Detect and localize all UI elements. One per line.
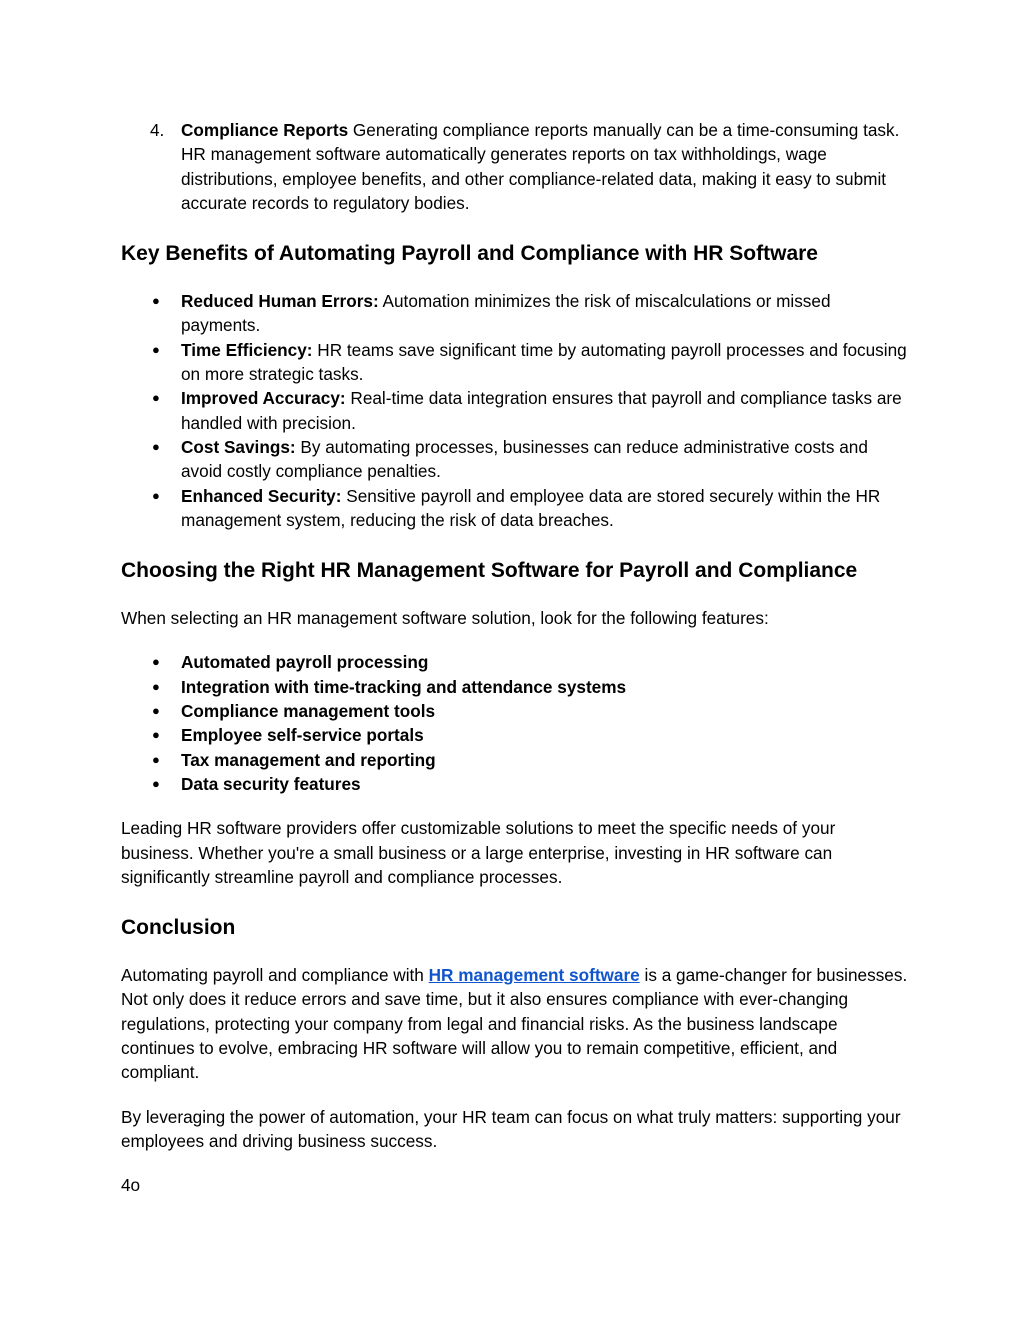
bullet-icon: ● <box>152 703 160 719</box>
item-text: Generating compliance reports manually can be a time-consuming task. HR management software automatically generates reports on tax withholdings, wage distributions, employee benefits, and other compliance-related data, making it easy to submit accurate records to regulatory bodies. <box>181 120 900 213</box>
list-item <box>121 699 911 723</box>
list-item <box>121 723 911 747</box>
conclusion-paragraph-2: By leveraging the power of automation, your HR team can focus on what truly matters: supporting your employees and driving business success. <box>121 1106 901 1151</box>
feature-label: Tax management and reporting <box>181 749 436 770</box>
list-number: 4. <box>150 120 165 140</box>
bullet-icon: ● <box>152 678 160 694</box>
conclusion-paragraph-1 <box>121 963 911 1084</box>
list-item <box>121 338 911 387</box>
benefits-list <box>121 289 911 532</box>
feature-label: Data security features <box>181 773 361 794</box>
bullet-icon: ● <box>152 390 160 406</box>
item-label: Time Efficiency: <box>181 339 313 360</box>
footer-note: 4o <box>121 1175 141 1196</box>
conclusion-text-before: Automating payroll and compliance with <box>121 965 424 986</box>
feature-label: Integration with time-tracking and attendance systems <box>181 676 627 697</box>
bullet-icon: ● <box>152 775 160 791</box>
heading-key-benefits: Key Benefits of Automating Payroll and Compliance with HR Software <box>121 242 818 266</box>
heading-conclusion: Conclusion <box>121 916 236 940</box>
conclusion-text-after: is a game-changer for businesses. Not only does it reduce errors and save time, but it also ensures compliance with ever-changing regulations, protecting your company from legal and financial risks. As the business landscape continues to evolve, embracing HR software will allow you to remain competitive, efficient, and compliant. <box>121 965 908 1083</box>
feature-label: Automated payroll processing <box>181 652 429 673</box>
features-list <box>121 650 911 796</box>
item-text: Real-time data integration ensures that payroll and compliance tasks are handled with precision. <box>181 388 902 433</box>
list-item <box>121 650 911 674</box>
list-item <box>121 675 911 699</box>
numbered-item-compliance-reports <box>121 118 911 215</box>
item-text: Automation minimizes the risk of miscalculations or missed payments. <box>181 291 831 336</box>
bullet-icon: ● <box>152 654 160 670</box>
bullet-icon: ● <box>152 293 160 309</box>
list-item <box>121 772 911 796</box>
list-item <box>121 435 911 484</box>
list-item <box>121 484 911 533</box>
item-text: HR teams save significant time by automating payroll processes and focusing on more strategic tasks. <box>181 339 907 385</box>
list-item <box>121 748 911 772</box>
list-item <box>121 386 911 435</box>
item-label: Cost Savings: <box>181 436 296 457</box>
list-item <box>121 289 911 338</box>
bullet-icon: ● <box>152 438 160 454</box>
document-page <box>121 118 911 1198</box>
item-label: Reduced Human Errors: <box>181 291 379 312</box>
bullet-icon: ● <box>152 727 160 743</box>
item-label: Enhanced Security: <box>181 485 342 506</box>
item-label: Improved Accuracy: <box>181 388 346 409</box>
item-text: Sensitive payroll and employee data are stored securely within the HR management system, reducing the risk of data breaches. <box>181 485 881 530</box>
bullet-icon: ● <box>152 751 160 767</box>
item-title: Compliance Reports <box>181 120 349 140</box>
choosing-outro: Leading HR software providers offer customizable solutions to meet the specific needs of your business. Whether you're a small business or a large enterprise, investing in HR software can significantly streamline payroll and compliance processes. <box>121 818 836 887</box>
item-text: By automating processes, businesses can reduce administrative costs and avoid costly compliance penalties. <box>181 436 868 482</box>
bullet-icon: ● <box>152 341 160 357</box>
feature-label: Compliance management tools <box>181 701 436 722</box>
hr-software-link[interactable]: HR management software <box>428 965 640 986</box>
heading-choosing-software: Choosing the Right HR Management Software for Payroll and Compliance <box>121 559 858 583</box>
choosing-intro: When selecting an HR management software solution, look for the following features: <box>121 608 769 629</box>
bullet-icon: ● <box>152 487 160 503</box>
feature-label: Employee self-service portals <box>181 725 424 746</box>
